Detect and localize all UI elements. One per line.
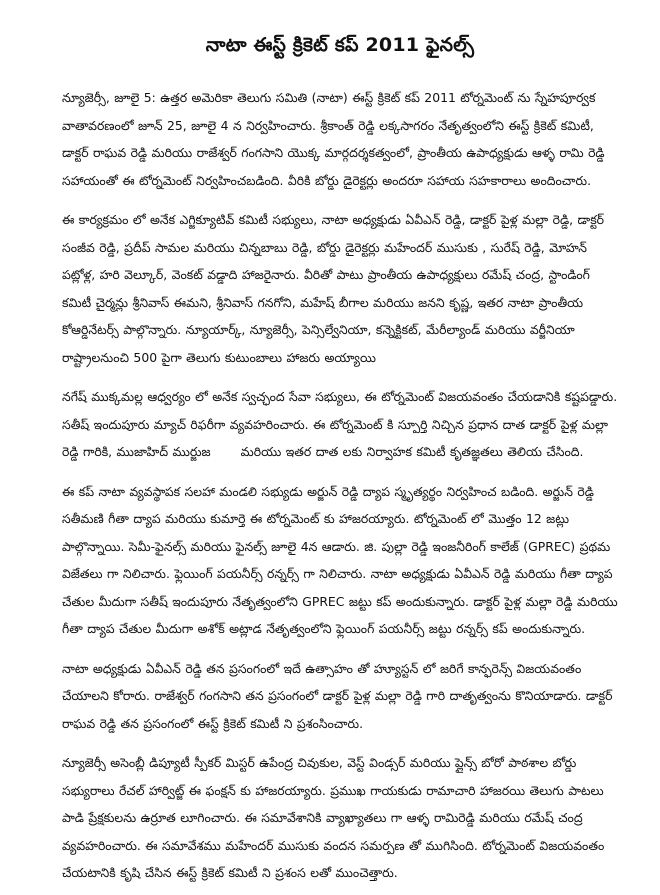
article-paragraph-4: ఈ కప్ నాటా వ్యవస్థాపక సలహా మండలి సభ్యుడు అర్జున్ రెడ్డి ద్యాప స్మృత్యర్థం నిర్వహించ బడింది. అర్జున్ రెడ్డి సతీమణి గీతా ద్యాప మరియు కుమార్తె ఈ టోర్నమెంట్ కు హాజరయ్యారు. టోర్నమెంట్ లో మొత్తం 12 జట్లు పాల్గొన్నాయి. సెమీ-ఫైనల్స్ మరియు ఫైనల్స్ జూలై 4న ఆడారు. జి. పుల్లా రెడ్డి ఇంజనీరింగ్ కాలేజ్ (GPREC) ప్రథమ విజేతలు గా నిలిచారు. ఫ్లెయింగ్ పయనీర్స్ రన్నర్స్ గా నిలిచారు. నాటా అధ్యక్షుడు ఏవీఎన్ రెడ్డి మరియు గీతా ద్యాప చేతుల మీదుగా సతీష్ ఇందుపూరు నేతృత్వంలోని GPREC జట్టు కప్ అందుకున్నారు. డాక్టర్ పైళ్ల మల్లా రెడ్డి మరియు గీతా ద్యాప చేతుల మీదుగా అశోక్ అట్లాడ నేతృత్వంలోని ఫ్లెయింగ్ పయనీర్స్ జట్టు రన్నర్స్ కప్ అందుకున్నారు. (62, 483, 618, 636)
article-title: నాటా ఈస్ట్ క్రికెట్ కప్ 2011 ఫైనల్స్ (205, 34, 475, 56)
article-paragraph-5: నాటా అధ్యక్షుడు ఏవీఎన్ రెడ్డి తన ప్రసంగంలో ఇదే ఉత్సాహం తో హ్యూస్టన్ లో జరిగే కాన్ఫరెన్స్ విజయవంతం చేయాలని కోరారు. రాజేశ్వర్ గంగసాని తన ప్రసంగంలో డాక్టర్ పైళ్ల మల్లా రెడ్డి గారి దాతృత్వంను కొనియాడారు. డాక్టర్ రాఘవ రెడ్డి తన ప్రసంగంలో ఈస్ట్ క్రికెట్ కమిటీ ని ప్రశంసించారు. (62, 660, 613, 731)
article-paragraph-2: ఈ కార్యక్రమం లో అనేక ఎగ్జిక్యూటివ్ కమిటీ సభ్యులు, నాటా అధ్యక్షుడు ఏవీఎన్ రెడ్డి, డాక్టర్ పైళ్ల మల్లా రెడ్డి, డాక్టర్ సంజీవ రెడ్డి, ప్రదీప్ సామల మరియు చిన్నబాబు రెడ్డి, బోర్డు డైరెక్టర్లు మహేందర్ ముసుకు , సురేష్ రెడ్డి, మోహన్ పట్లోళ్ల, హరి వెల్కూర్, వెంకట్ వడ్డాది హాజరైనారు. వీరితో పాటు ప్రాంతీయ ఉపాధ్యక్షులు రమేష్ చంద్ర, స్టాండింగ్ కమిటీ చైర్మన్లు శ్రీనివాస్ ఈమని, శ్రీనివాస్ గనగోని, మహేష్ బీగాల మరియు జనని కృష్ణ, ఇతర నాటా ప్రాంతీయ కోఆర్డినేటర్స్ పాల్గొన్నారు. న్యూయార్క్, న్యూజెర్సీ, పెన్సిల్వేనియా, కన్నెక్టికట్, మేరీల్యాండ్ మరియు వర్జీనియా రాష్ట్రాలనుంచి 500 పైగా తెలుగు కుటుంబాలు హాజరు అయ్యాయి (62, 212, 605, 365)
article-paragraph-3-text-a: నగేష్ ముక్కమల్ల ఆధ్వర్యం లో అనేక స్వచ్ఛంద సేవా సభ్యులు, ఈ టోర్నమెంట్ విజయవంతం చేయడానికి కష్టపడ్డారు. సతీష్ ఇందుపూరు మ్యాచ్ రిఫరీగా వ్యవహరించారు. ఈ టోర్నమెంట్ కి స్పూర్తి నిచ్చిన ప్రధాన దాత డాక్టర్ పైళ్ల మల్లా రెడ్డి గారికి, ముజాహిద్ ముర్జుజ (62, 389, 618, 459)
article-paragraph-1: న్యూజెర్సీ, జూలై 5: ఉత్తర అమెరికా తెలుగు సమితి (నాటా) ఈస్ట్ క్రికెట్ కప్ 2011 టోర్నమెంట్ ను స్నేహపూర్వక వాతావరణంలో జూన్ 25, జూలై 4 న నిర్వహించారు. శ్రీకాంత్ రెడ్డి లక్కసాగరం నేతృత్వంలోని ఈస్ట్ క్రికెట్ కమిటీ, డాక్టర్ రాఘవ రెడ్డి మరియు రాజేశ్వర్ గంగసాని యొక్క మార్గదర్శకత్వంలో, ప్రాంతీయ ఉపాధ్యక్షుడు ఆళ్ళ రామి రెడ్డి సహాయంతో ఈ టోర్నమెంట్ నిర్వహించబడింది. వీరికి బోర్డు డైరెక్టర్లు అందరూ సహాయ సహకారాలు అందించారు. (62, 90, 605, 188)
article-paragraph-3 (62, 383, 618, 466)
article-paragraph-6: న్యూజెర్సీ అసెంబ్లీ డిప్యూటీ స్పీకర్ మిస్టర్ ఉపేంద్ర చివుకుల, వెస్ట్ విండ్సర్ మరియు ప్లైన్స్ బోరో పాఠశాల బోర్డు సభ్యురాలు రేచల్ హార్విట్జ్ ఈ ఫంక్షన్ కు హాజరయ్యారు. ప్రముఖ గాయకుడు రామాచారి హాజరయి తెలుగు పాటలు పాడి ప్రేక్షకులను ఉర్రూత లూగించారు. ఈ సమావేశానికి వ్యాఖ్యాతలు గా ఆళ్ళ రామిరెడ్డి మరియు రమేష్ చంద్ర వ్యవహరించారు. ఈ సమావేశము మహేందర్ ముసుకు వందన సమర్పణ తో ముగిసింది. టోర్నమెంట్ విజయవంతం చేయటానికి కృషి చేసిన ఈస్ట్ క్రికెట్ కమిటీ ని ప్రశంస లతో ముంచెత్తారు. (62, 755, 605, 880)
article-paragraph-3-text-b: మరియు ఇతర దాత లకు నిర్వాహక కమిటీ కృతజ్ఞతలు తెలియ చేసింది. (240, 444, 584, 459)
